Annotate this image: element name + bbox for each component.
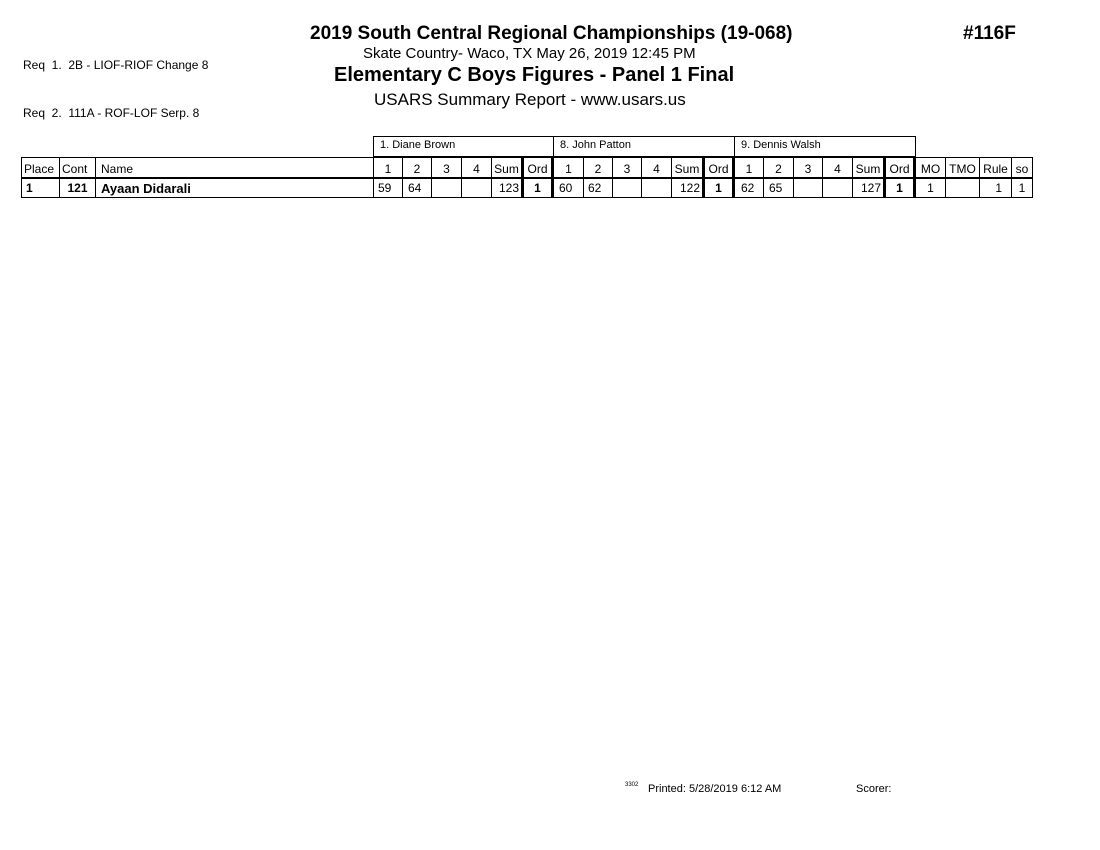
header-j3-score-3: 3	[793, 157, 823, 178]
report-subtitle: USARS Summary Report - www.usars.us	[374, 90, 686, 109]
header-j1-ord: Ord	[521, 157, 554, 178]
header-name: Name	[95, 157, 374, 178]
header-j2-ord: Ord	[702, 157, 735, 178]
row-j2-score-4	[641, 178, 672, 198]
header-j1-score-2: 2	[402, 157, 432, 178]
header-cont: Cont	[59, 157, 96, 178]
header-j3-score-4: 4	[822, 157, 853, 178]
row-j3-score-3	[793, 178, 823, 198]
row-mo: 1	[915, 178, 946, 198]
header-j3-ord: Ord	[883, 157, 916, 178]
competition-title: Elementary C Boys Figures - Panel 1 Final	[334, 64, 735, 86]
row-j2-score-1: 60	[553, 178, 584, 198]
row-j3-sum: 127	[852, 178, 884, 198]
row-j2-ord: 1	[702, 178, 735, 198]
row-name: Ayaan Didarali	[95, 178, 374, 198]
header-j1-score-1: 1	[373, 157, 403, 178]
event-number: #116F	[963, 23, 1016, 44]
requirement-1: Req 1. 2B - LIOF-RIOF Change 8	[23, 58, 209, 72]
row-j2-score-2: 62	[583, 178, 613, 198]
row-j1-ord: 1	[521, 178, 554, 198]
requirement-2: Req 2. 111A - ROF-LOF Serp. 8	[23, 106, 200, 120]
row-j1-score-3	[431, 178, 462, 198]
row-j3-score-2: 65	[763, 178, 794, 198]
header-so: so	[1011, 157, 1033, 178]
row-cont: 121	[59, 178, 96, 198]
header-j3-score-2: 2	[763, 157, 794, 178]
footer-mark: 3302	[625, 782, 639, 788]
judge-1-name: 1. Diane Brown	[373, 136, 554, 157]
header-j2-score-4: 4	[641, 157, 672, 178]
header-rule: Rule	[979, 157, 1012, 178]
row-j1-score-1: 59	[373, 178, 403, 198]
scorer-label: Scorer:	[856, 783, 892, 795]
event-title: 2019 South Central Regional Championships (19-068)	[310, 23, 793, 44]
header-j1-score-4: 4	[461, 157, 492, 178]
header-j2-score-3: 3	[612, 157, 642, 178]
row-j1-score-2: 64	[402, 178, 432, 198]
header-j1-score-3: 3	[431, 157, 462, 178]
row-j1-sum: 123	[491, 178, 522, 198]
row-j3-score-4	[822, 178, 853, 198]
row-j3-ord: 1	[883, 178, 916, 198]
row-j3-score-1: 62	[734, 178, 764, 198]
row-rule: 1	[979, 178, 1012, 198]
row-tmo	[945, 178, 980, 198]
venue-line: Skate Country- Waco, TX May 26, 2019 12:45 PM	[363, 45, 696, 62]
header-j2-score-1: 1	[553, 157, 584, 178]
row-so: 1	[1011, 178, 1033, 198]
header-j2-sum: Sum	[671, 157, 703, 178]
header-tmo: TMO	[945, 157, 980, 178]
row-j2-sum: 122	[671, 178, 703, 198]
header-j3-score-1: 1	[734, 157, 764, 178]
row-j2-score-3	[612, 178, 642, 198]
printed-timestamp: Printed: 5/28/2019 6:12 AM	[648, 783, 782, 795]
header-place: Place	[21, 157, 60, 178]
header-j3-sum: Sum	[852, 157, 884, 178]
header-j1-sum: Sum	[491, 157, 522, 178]
judge-3-name: 9. Dennis Walsh	[734, 136, 916, 157]
header-j2-score-2: 2	[583, 157, 613, 178]
row-j1-score-4	[461, 178, 492, 198]
row-place: 1	[21, 178, 60, 198]
header-mo: MO	[915, 157, 946, 178]
judge-2-name: 8. John Patton	[553, 136, 735, 157]
